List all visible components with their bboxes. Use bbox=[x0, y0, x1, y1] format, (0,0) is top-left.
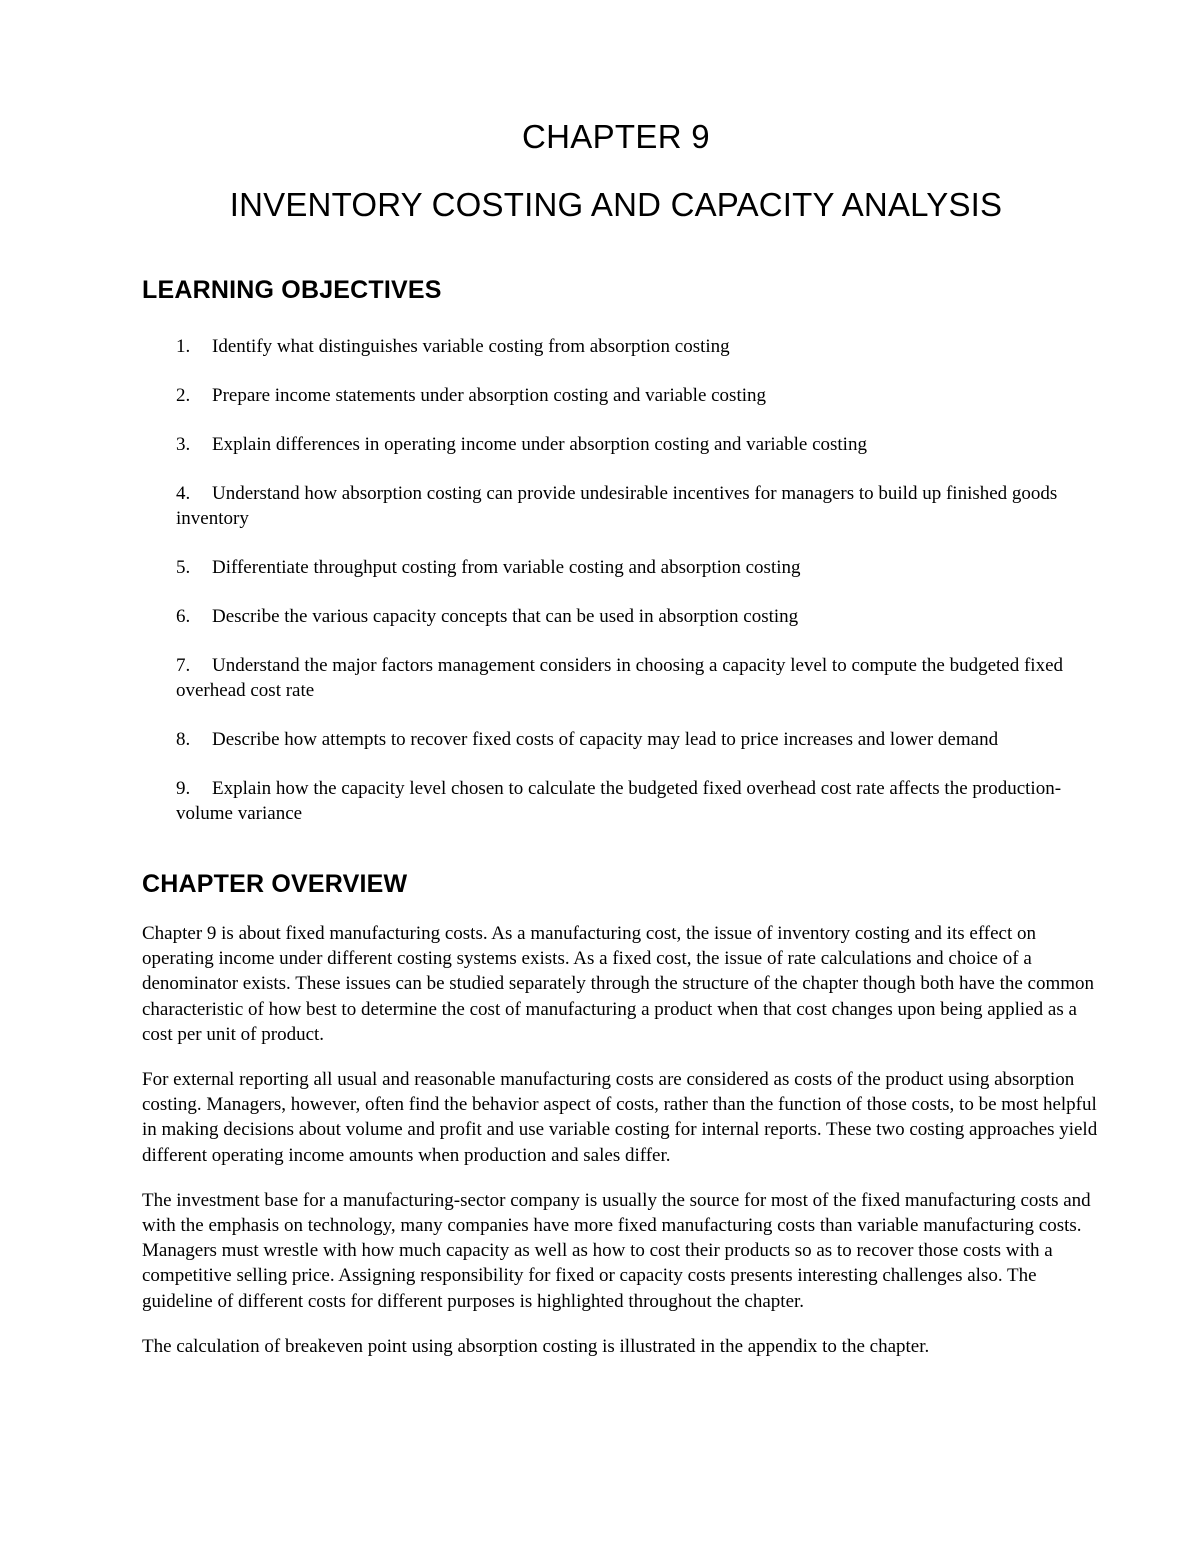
objective-number: 2. bbox=[176, 385, 191, 406]
objective-number: 3. bbox=[176, 434, 191, 455]
overview-paragraph: Chapter 9 is about fixed manufacturing costs. As a manufacturing cost, the issue of inventory costing and its effect on operating income under different costing systems exists. As a fixed cost, the issue of rate calculations and choice of a denominator exists. These issues can be studied separately through the structure of the chapter though both have the common characteristic of how best to determine the cost of manufacturing a product when that cost changes upon being applied as a cost per unit of product. bbox=[142, 923, 1095, 1045]
objective-number: 9. bbox=[176, 778, 191, 799]
objective-text: Describe how attempts to recover fixed costs of capacity may lead to price increases and lower demand bbox=[212, 729, 999, 750]
objective-number: 8. bbox=[176, 729, 191, 750]
objective-text: Explain differences in operating income under absorption costing and variable costing bbox=[212, 434, 867, 455]
objective-text: Understand how absorption costing can provide undesirable incentives for managers to build up finished goods inventory bbox=[176, 483, 1058, 529]
learning-objectives-heading: LEARNING OBJECTIVES bbox=[142, 276, 442, 304]
chapter-overview-heading: CHAPTER OVERVIEW bbox=[142, 870, 408, 898]
objective-item bbox=[176, 776, 1076, 826]
chapter-number: CHAPTER 9 bbox=[522, 118, 710, 155]
objective-text: Differentiate throughput costing from variable costing and absorption costing bbox=[212, 557, 801, 578]
objective-item bbox=[176, 383, 1076, 408]
objective-text: Identify what distinguishes variable costing from absorption costing bbox=[212, 336, 730, 357]
overview-paragraph: For external reporting all usual and reasonable manufacturing costs are considered as costs of the product using absorption costing. Managers, however, often find the behavior aspect of costs, rather than the function of those costs, to be most helpful in making decisions about volume and profit and use variable costing for internal reports. These two costing approaches yield different operating income amounts when production and sales differ. bbox=[142, 1069, 1098, 1166]
objective-item bbox=[176, 653, 1076, 703]
learning-objectives-list bbox=[176, 334, 1076, 826]
objective-text: Prepare income statements under absorption costing and variable costing bbox=[212, 385, 767, 406]
objective-number: 4. bbox=[176, 483, 191, 504]
objective-item bbox=[176, 604, 1076, 629]
objective-item bbox=[176, 481, 1076, 531]
objective-text: Describe the various capacity concepts that can be used in absorption costing bbox=[212, 606, 799, 627]
overview-paragraph: The investment base for a manufacturing-sector company is usually the source for most of the fixed manufacturing costs and with the emphasis on technology, many companies have more fixed manufacturing costs than variable manufacturing costs. Managers must wrestle with how much capacity as well as how to cost their products so as to recover those costs with a competitive selling price. Assigning responsibility for fixed or capacity costs presents interesting challenges also. The guideline of different costs for different purposes is highlighted throughout the chapter. bbox=[142, 1189, 1091, 1312]
objective-item bbox=[176, 727, 1076, 752]
chapter-title: INVENTORY COSTING AND CAPACITY ANALYSIS bbox=[229, 186, 1003, 223]
objective-item bbox=[176, 334, 1076, 359]
objective-number: 6. bbox=[176, 606, 191, 627]
overview-paragraph: The calculation of breakeven point using absorption costing is illustrated in the appendix to the chapter. bbox=[142, 1335, 930, 1357]
chapter-overview-body bbox=[142, 921, 1100, 1379]
objective-number: 1. bbox=[176, 336, 191, 357]
objective-number: 7. bbox=[176, 655, 191, 676]
objective-text: Understand the major factors management considers in choosing a capacity level to compute the budgeted fixed overhead cost rate bbox=[176, 655, 1064, 701]
objective-item bbox=[176, 555, 1076, 580]
objective-text: Explain how the capacity level chosen to calculate the budgeted fixed overhead cost rate affects the production-volume variance bbox=[176, 778, 1062, 824]
objective-item bbox=[176, 432, 1076, 457]
objective-number: 5. bbox=[176, 557, 191, 578]
